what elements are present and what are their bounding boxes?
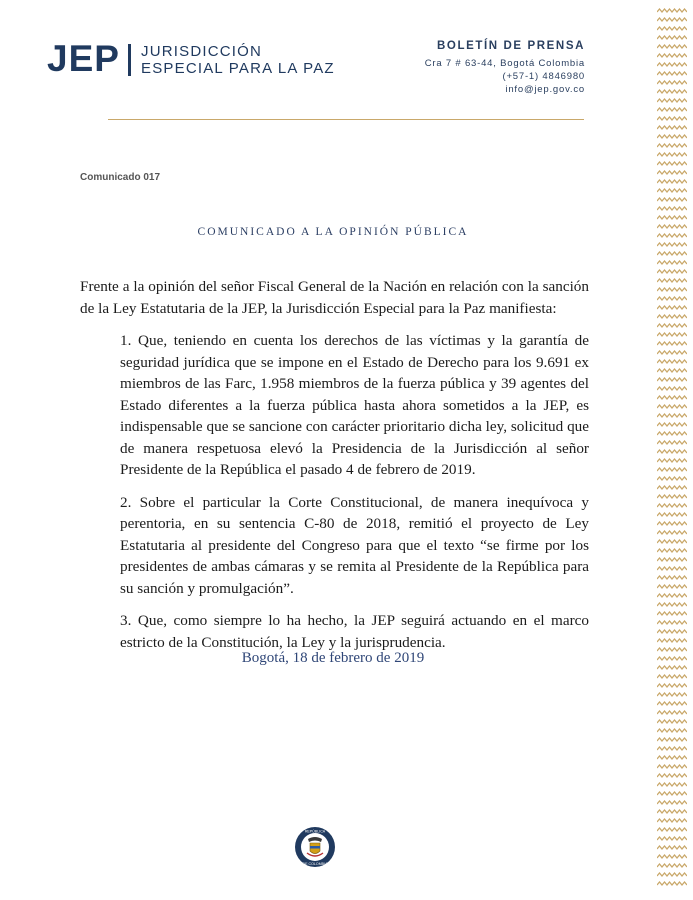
point-paragraph-3: 3. Que, como siempre lo ha hecho, la JEP seguirá actuando en el marco estricto de la Constitución, la Ley y la jurisprudencia.	[120, 612, 589, 651]
chevron-line	[657, 315, 687, 318]
chevron-line	[657, 72, 687, 75]
chevron-line	[657, 423, 687, 426]
chevron-line	[657, 333, 687, 336]
chevron-line	[657, 144, 687, 147]
logo-line-2: ESPECIAL PARA LA PAZ	[141, 60, 335, 77]
chevron-line	[657, 729, 687, 732]
chevron-line	[657, 702, 687, 705]
chevron-line	[657, 396, 687, 399]
document-date: Bogotá, 18 de febrero de 2019	[241, 650, 425, 666]
chevron-line	[657, 522, 687, 525]
chevron-line	[657, 252, 687, 255]
chevron-line	[657, 45, 687, 48]
chevron-line	[657, 675, 687, 678]
chevron-line	[657, 441, 687, 444]
chevron-line	[657, 126, 687, 129]
chevron-line	[657, 828, 687, 831]
chevron-line	[657, 81, 687, 84]
chevron-line	[657, 189, 687, 192]
chevron-line	[657, 540, 687, 543]
chevron-line	[657, 873, 687, 876]
chevron-line	[657, 342, 687, 345]
point-paragraph-2: 2. Sobre el particular la Corte Constitucional, de manera inequívoca y perentoria, en su sentencia C-80 de 2018, remitió el proyecto de Ley Estatutaria al presidente del Congreso para que el texto “se firme por los presidentes de ambas cámaras y se remita al Presidente de la República para su sanción y promulgación”.	[120, 493, 589, 597]
chevron-line	[657, 630, 687, 633]
decorative-chevron-strip	[657, 8, 687, 893]
chevron-line	[657, 864, 687, 867]
document-title: COMUNICADO A LA OPINIÓN PÚBLICA	[197, 226, 469, 238]
chevron-line	[657, 783, 687, 786]
chevron-line	[657, 747, 687, 750]
press-address: Cra 7 # 63-44, Bogotá Colombia	[424, 58, 585, 69]
chevron-line	[657, 756, 687, 759]
chevron-line	[657, 99, 687, 102]
chevron-line	[657, 855, 687, 858]
chevron-line	[657, 117, 687, 120]
chevron-line	[657, 36, 687, 39]
chevron-line	[657, 765, 687, 768]
chevron-line	[657, 486, 687, 489]
chevron-line	[657, 63, 687, 66]
chevron-line	[657, 216, 687, 219]
chevron-line	[657, 576, 687, 579]
logo-divider-bar	[128, 44, 131, 76]
chevron-line	[657, 711, 687, 714]
chevron-line	[657, 270, 687, 273]
press-contact-block	[425, 40, 585, 96]
chevron-line	[657, 459, 687, 462]
chevron-line	[657, 108, 687, 111]
chevron-line	[657, 594, 687, 597]
chevron-line	[657, 738, 687, 741]
chevron-line	[657, 810, 687, 813]
chevron-line	[657, 369, 687, 372]
chevron-line	[657, 387, 687, 390]
point-paragraph-1: 1. Que, teniendo en cuenta los derechos de las víctimas y la garantía de seguridad jurídica que se impone en el Estado de Derecho para los 9.691 ex miembros de las Farc, 1.958 miembros de la fuerza pública y 39 agentes del Estado diferentes a la fuerza pública hasta ahora sometidos a la JEP, es indispensable que se sancione con carácter prioritario dicha ley, solicitud que de manera respetuosa elevó la Presidencia de la Jurisdicción al señor Presidente de la República el pasado 4 de febrero de 2019.	[120, 332, 589, 478]
chevron-line	[657, 513, 687, 516]
press-title: BOLETÍN DE PRENSA	[437, 40, 585, 52]
chevron-line	[657, 432, 687, 435]
chevron-line	[657, 162, 687, 165]
chevron-line	[657, 180, 687, 183]
chevron-line	[657, 450, 687, 453]
chevron-line	[657, 801, 687, 804]
chevron-line	[657, 549, 687, 552]
chevron-line	[657, 531, 687, 534]
chevron-line	[657, 837, 687, 840]
colombia-coat-of-arms-icon	[294, 826, 336, 868]
chevron-line	[657, 378, 687, 381]
chevron-line	[657, 504, 687, 507]
chevron-line	[657, 9, 687, 12]
chevron-line	[657, 207, 687, 210]
chevron-line	[657, 612, 687, 615]
chevron-line	[657, 882, 687, 885]
chevron-line	[657, 585, 687, 588]
chevron-line	[657, 558, 687, 561]
chevron-line	[657, 414, 687, 417]
press-phone: (+57-1) 4846980	[502, 71, 585, 82]
jep-logo-abbr: JEP	[47, 38, 120, 79]
chevron-line	[657, 153, 687, 156]
chevron-line	[657, 324, 687, 327]
chevron-line	[657, 351, 687, 354]
chevron-line	[657, 405, 687, 408]
chevron-line	[657, 18, 687, 21]
chevron-line	[657, 279, 687, 282]
press-email[interactable]: info@jep.gov.co	[505, 84, 585, 95]
chevron-line	[657, 261, 687, 264]
intro-paragraph: Frente a la opinión del señor Fiscal General de la Nación en relación con la sanción de la Ley Estatutaria de la JEP, la Jurisdicción Especial para la Paz manifiesta:	[80, 278, 589, 317]
chevron-line	[657, 720, 687, 723]
chevron-line	[657, 243, 687, 246]
chevron-line	[657, 621, 687, 624]
chevron-line	[657, 792, 687, 795]
chevron-line	[657, 288, 687, 291]
chevron-line	[657, 567, 687, 570]
logo-line-1: JURISDICCIÓN	[141, 43, 263, 60]
jep-logo-text	[141, 43, 335, 77]
chevron-line	[657, 495, 687, 498]
chevron-line	[657, 171, 687, 174]
chevron-line	[657, 846, 687, 849]
chevron-line	[657, 297, 687, 300]
chevron-line	[657, 693, 687, 696]
chevron-line	[657, 603, 687, 606]
chevron-line	[657, 27, 687, 30]
chevron-line	[657, 819, 687, 822]
chevron-line	[657, 306, 687, 309]
chevron-line	[657, 468, 687, 471]
seal-text-top: REPÚBLICA	[304, 829, 326, 834]
chevron-line	[657, 774, 687, 777]
header-divider	[108, 119, 584, 120]
chevron-line	[657, 54, 687, 57]
chevron-line	[657, 135, 687, 138]
chevron-line	[657, 684, 687, 687]
seal-text-bottom: DE COLOMBIA	[302, 862, 328, 866]
document-body	[80, 276, 589, 664]
chevron-line	[657, 198, 687, 201]
chevron-line	[657, 639, 687, 642]
chevron-line	[657, 90, 687, 93]
communique-number: Comunicado 017	[80, 172, 161, 183]
chevron-line	[657, 477, 687, 480]
chevron-line	[657, 360, 687, 363]
